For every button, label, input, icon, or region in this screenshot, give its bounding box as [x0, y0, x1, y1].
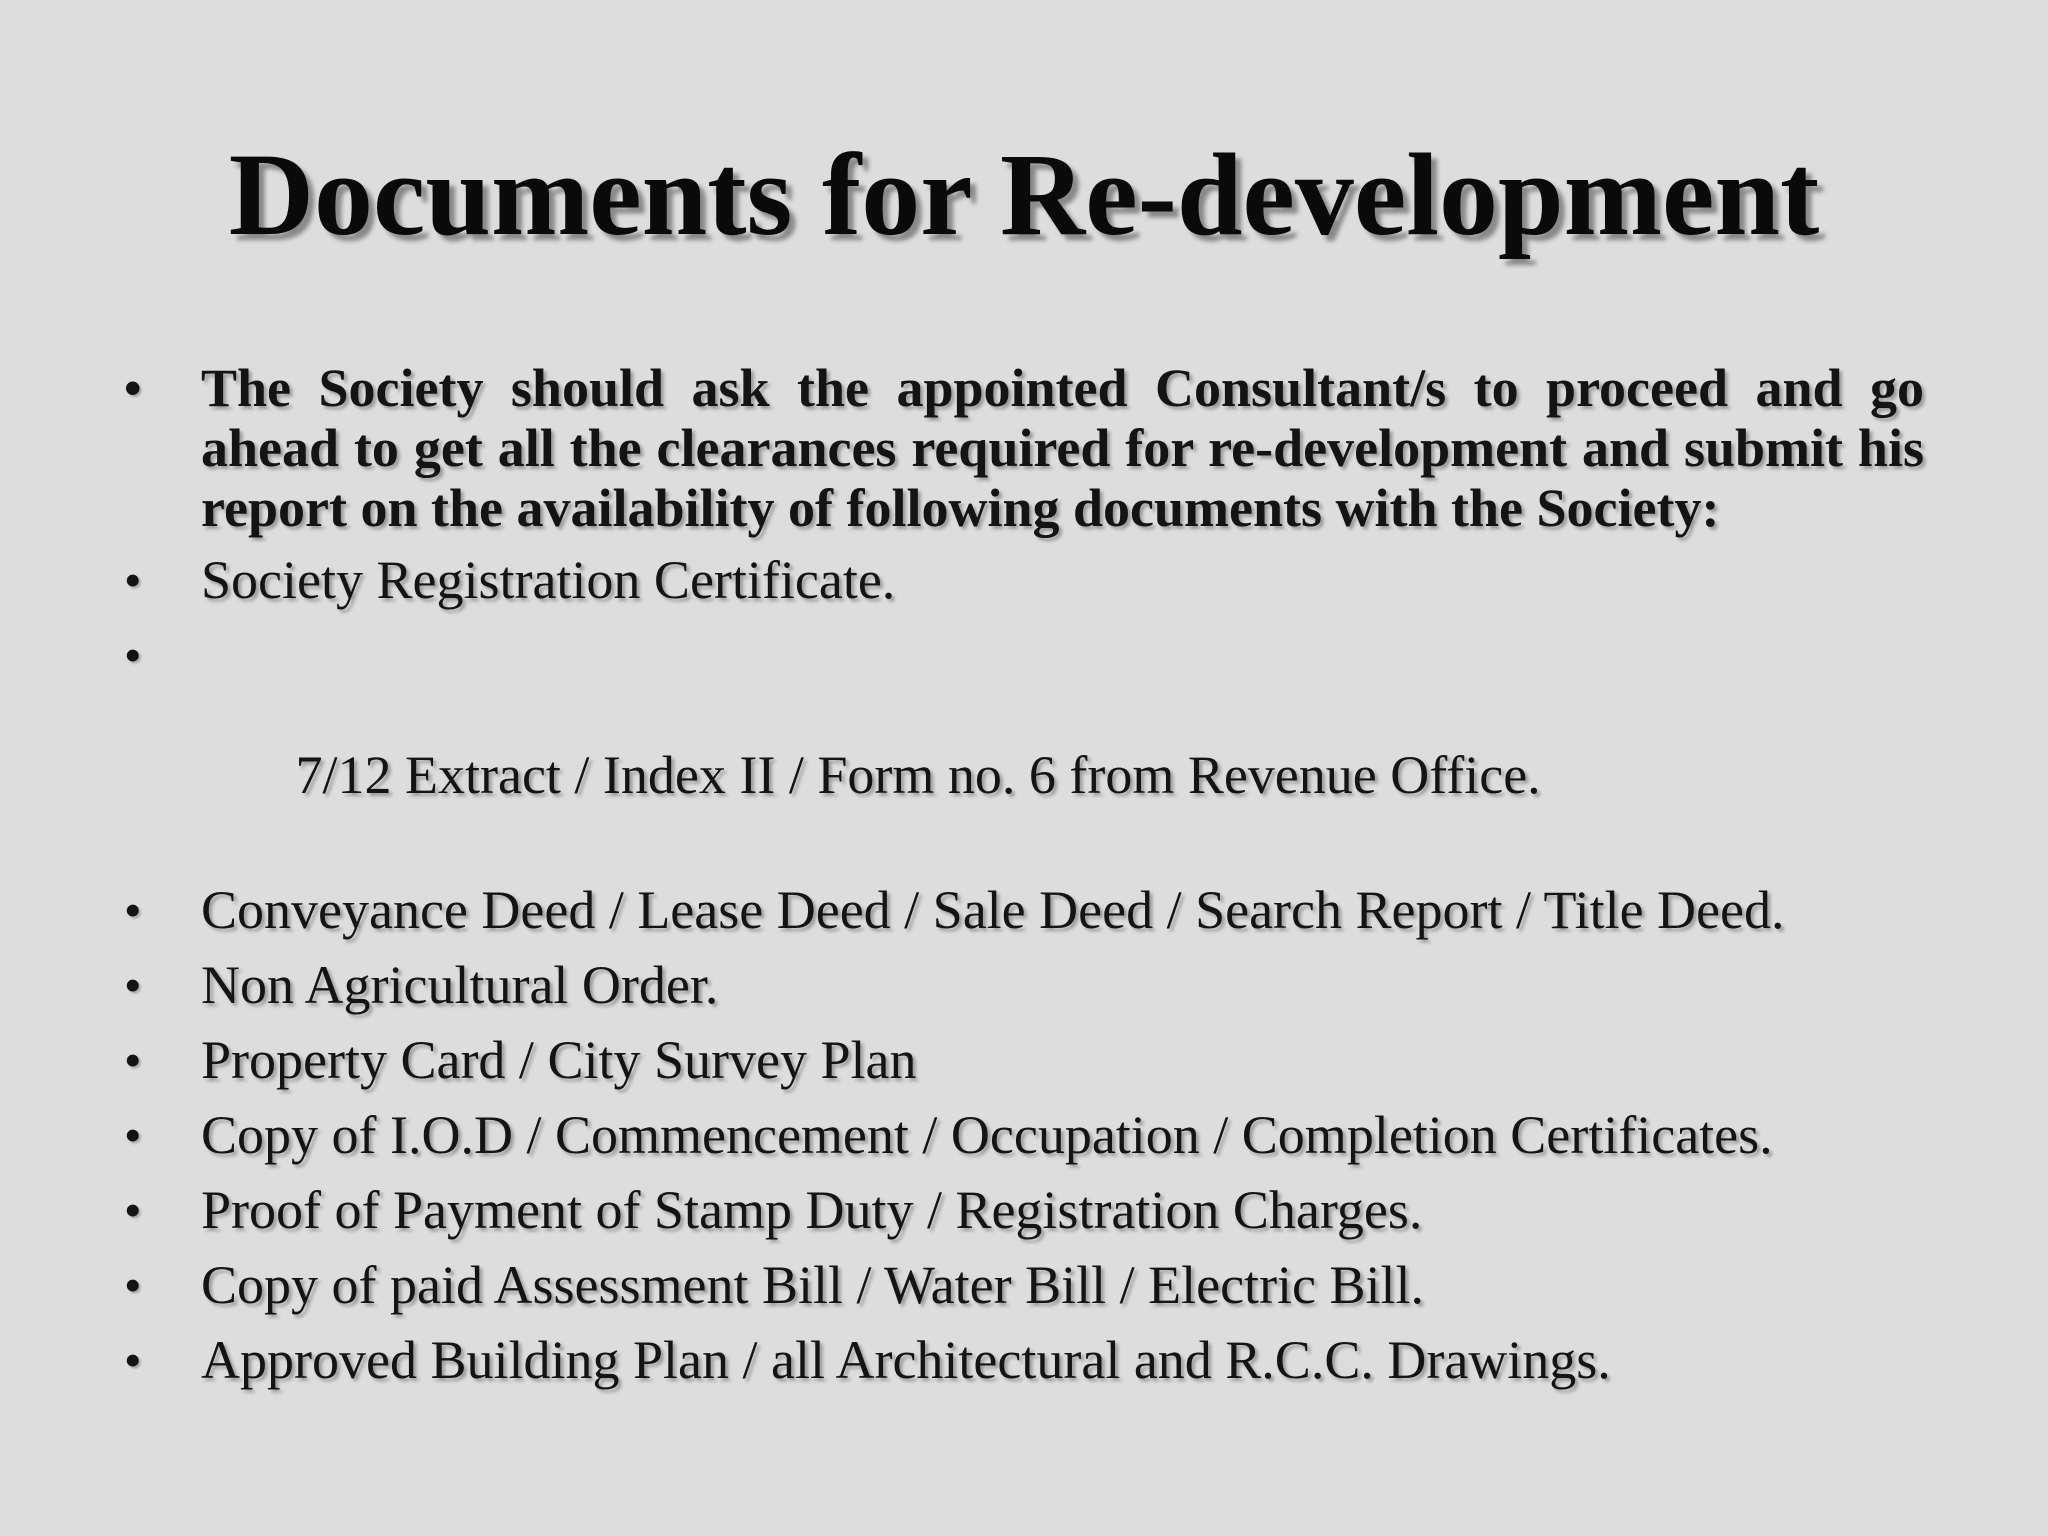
bullet-icon: •	[124, 882, 142, 938]
bullet-icon: •	[124, 957, 142, 1013]
list-item-text: Proof of Payment of Stamp Duty / Registration Charges.	[201, 1180, 1423, 1240]
list-item-text: Copy of I.O.D / Commencement / Occupation / Completion Certificates.	[201, 1105, 1773, 1165]
list-item	[124, 1105, 1924, 1165]
list-item	[124, 1330, 1924, 1390]
list-item	[124, 880, 1924, 940]
list-item-text: Property Card / City Survey Plan	[201, 1030, 917, 1090]
list-item	[124, 955, 1924, 1015]
list-item-text: Approved Building Plan / all Architectural and R.C.C. Drawings.	[201, 1330, 1611, 1390]
list-item	[124, 1030, 1924, 1090]
list-item-text: 7/12 Extract / Index II / Form no. 6 from Revenue Office.	[282, 745, 1541, 805]
bullet-icon: •	[124, 1332, 142, 1388]
bullet-icon: •	[124, 552, 142, 608]
list-item-text: Copy of paid Assessment Bill / Water Bill / Electric Bill.	[201, 1255, 1425, 1315]
list-item	[124, 625, 1924, 865]
list-item-intro	[124, 358, 1924, 538]
list-item	[124, 1255, 1924, 1315]
bullet-icon: •	[124, 1257, 142, 1313]
list-item-text: Society Registration Certificate.	[201, 550, 896, 610]
list-item	[124, 1180, 1924, 1240]
bullet-icon: •	[124, 1182, 142, 1238]
slide-title: Documents for Re-development	[228, 129, 1820, 260]
list-item-text: Conveyance Deed / Lease Deed / Sale Deed / Search Report / Title Deed.	[201, 880, 1785, 940]
document-list	[124, 358, 1924, 1405]
bullet-icon: •	[124, 1107, 142, 1163]
list-item-text: Non Agricultural Order.	[201, 955, 719, 1015]
list-item-text: The Society should ask the appointed Consultant/s to proceed and go ahead to get all the clearances required for re-development and submit his report on the availability of following documents with the Society:	[201, 358, 1924, 538]
list-item	[124, 550, 1924, 610]
bullet-icon: •	[124, 1032, 142, 1088]
bullet-icon: •	[124, 627, 142, 683]
bullet-icon: •	[124, 360, 142, 416]
